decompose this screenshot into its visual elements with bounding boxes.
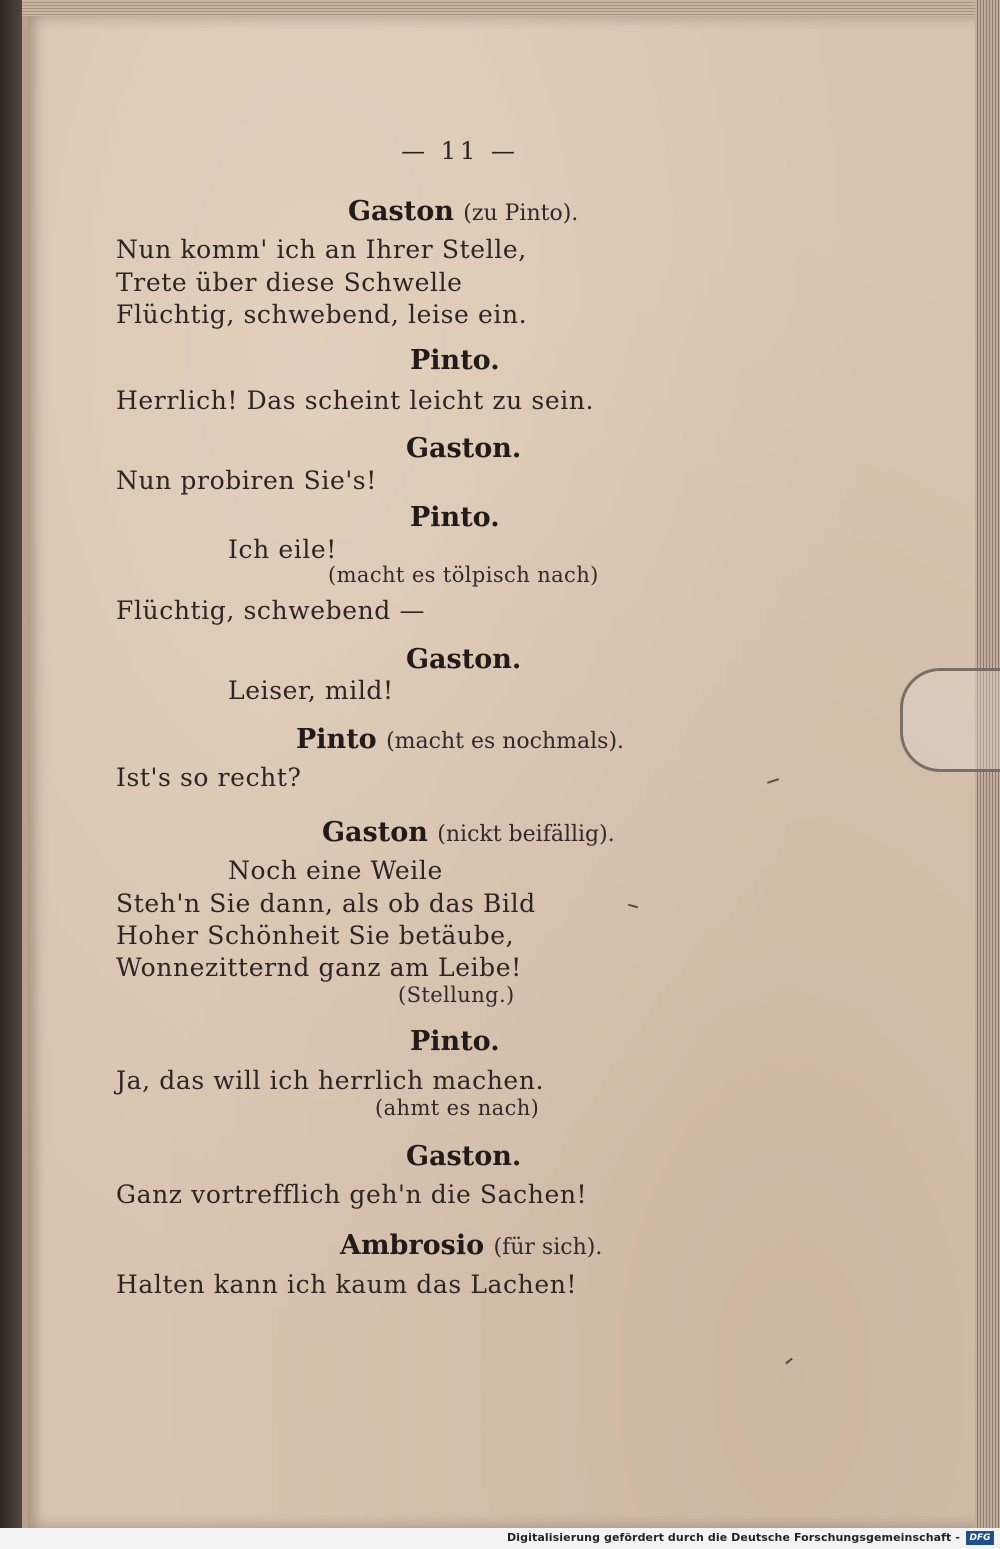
verse-line: Steh'n Sie dann, als ob das Bild <box>116 889 536 918</box>
speaker-direction: (macht es nochmals). <box>386 729 625 754</box>
speaker-name: Gaston <box>348 196 454 227</box>
footer-credit: Digitalisierung gefördert durch die Deutsche Forschungsgemeinschaft - <box>507 1531 960 1544</box>
verse-line: Flüchtig, schwebend — <box>116 596 426 625</box>
verse-line: Nun komm' ich an Ihrer Stelle, <box>116 235 527 264</box>
speaker-heading: Pinto. <box>410 502 500 533</box>
verse-line: Herrlich! Das scheint leicht zu sein. <box>116 386 595 415</box>
paper-speck <box>767 778 779 784</box>
stage-direction: (Stellung.) <box>398 983 515 1007</box>
speaker-heading: Pinto. <box>410 345 500 376</box>
verse-line: Nun probiren Sie's! <box>116 466 377 495</box>
speaker-heading: Gaston. <box>406 644 522 675</box>
verse-line: Ich eile! <box>228 535 337 564</box>
verse-line: Ganz vortrefflich geh'n die Sachen! <box>116 1180 588 1209</box>
speaker-heading <box>296 724 624 755</box>
speaker-heading <box>340 1230 602 1261</box>
verse-line: Wonnezitternd ganz am Leibe! <box>116 953 522 982</box>
stage-direction: (macht es tölpisch nach) <box>328 563 599 587</box>
speaker-direction: (zu Pinto). <box>463 201 579 226</box>
speaker-heading <box>322 817 615 848</box>
verse-line: Flüchtig, schwebend, leise ein. <box>116 300 528 329</box>
speaker-direction: (für sich). <box>493 1235 603 1260</box>
paper-speck <box>785 1358 792 1365</box>
verse-line: Ist's so recht? <box>116 763 302 792</box>
speaker-heading: Pinto. <box>410 1026 500 1057</box>
stage-direction: (ahmt es nach) <box>375 1096 540 1120</box>
speaker-heading: Gaston. <box>406 433 522 464</box>
speaker-name: Ambrosio <box>340 1230 485 1261</box>
footer-bar <box>0 1528 1000 1549</box>
page-number: — 11 — <box>401 137 519 165</box>
verse-line: Hoher Schönheit Sie betäube, <box>116 921 515 950</box>
speaker-heading: Gaston. <box>406 1141 522 1172</box>
speaker-name: Gaston <box>322 817 428 848</box>
verse-line: Trete über diese Schwelle <box>116 268 463 297</box>
verse-line: Ja, das will ich herrlich machen. <box>116 1066 545 1095</box>
verse-line: Noch eine Weile <box>228 856 443 885</box>
speaker-name: Pinto <box>296 724 377 755</box>
verse-line: Halten kann ich kaum das Lachen! <box>116 1270 578 1299</box>
speaker-direction: (nickt beifällig). <box>437 822 615 847</box>
verse-line: Leiser, mild! <box>228 676 394 705</box>
speaker-heading <box>348 196 578 227</box>
dfg-logo: DFG <box>966 1531 994 1545</box>
paper-speck <box>628 904 638 909</box>
